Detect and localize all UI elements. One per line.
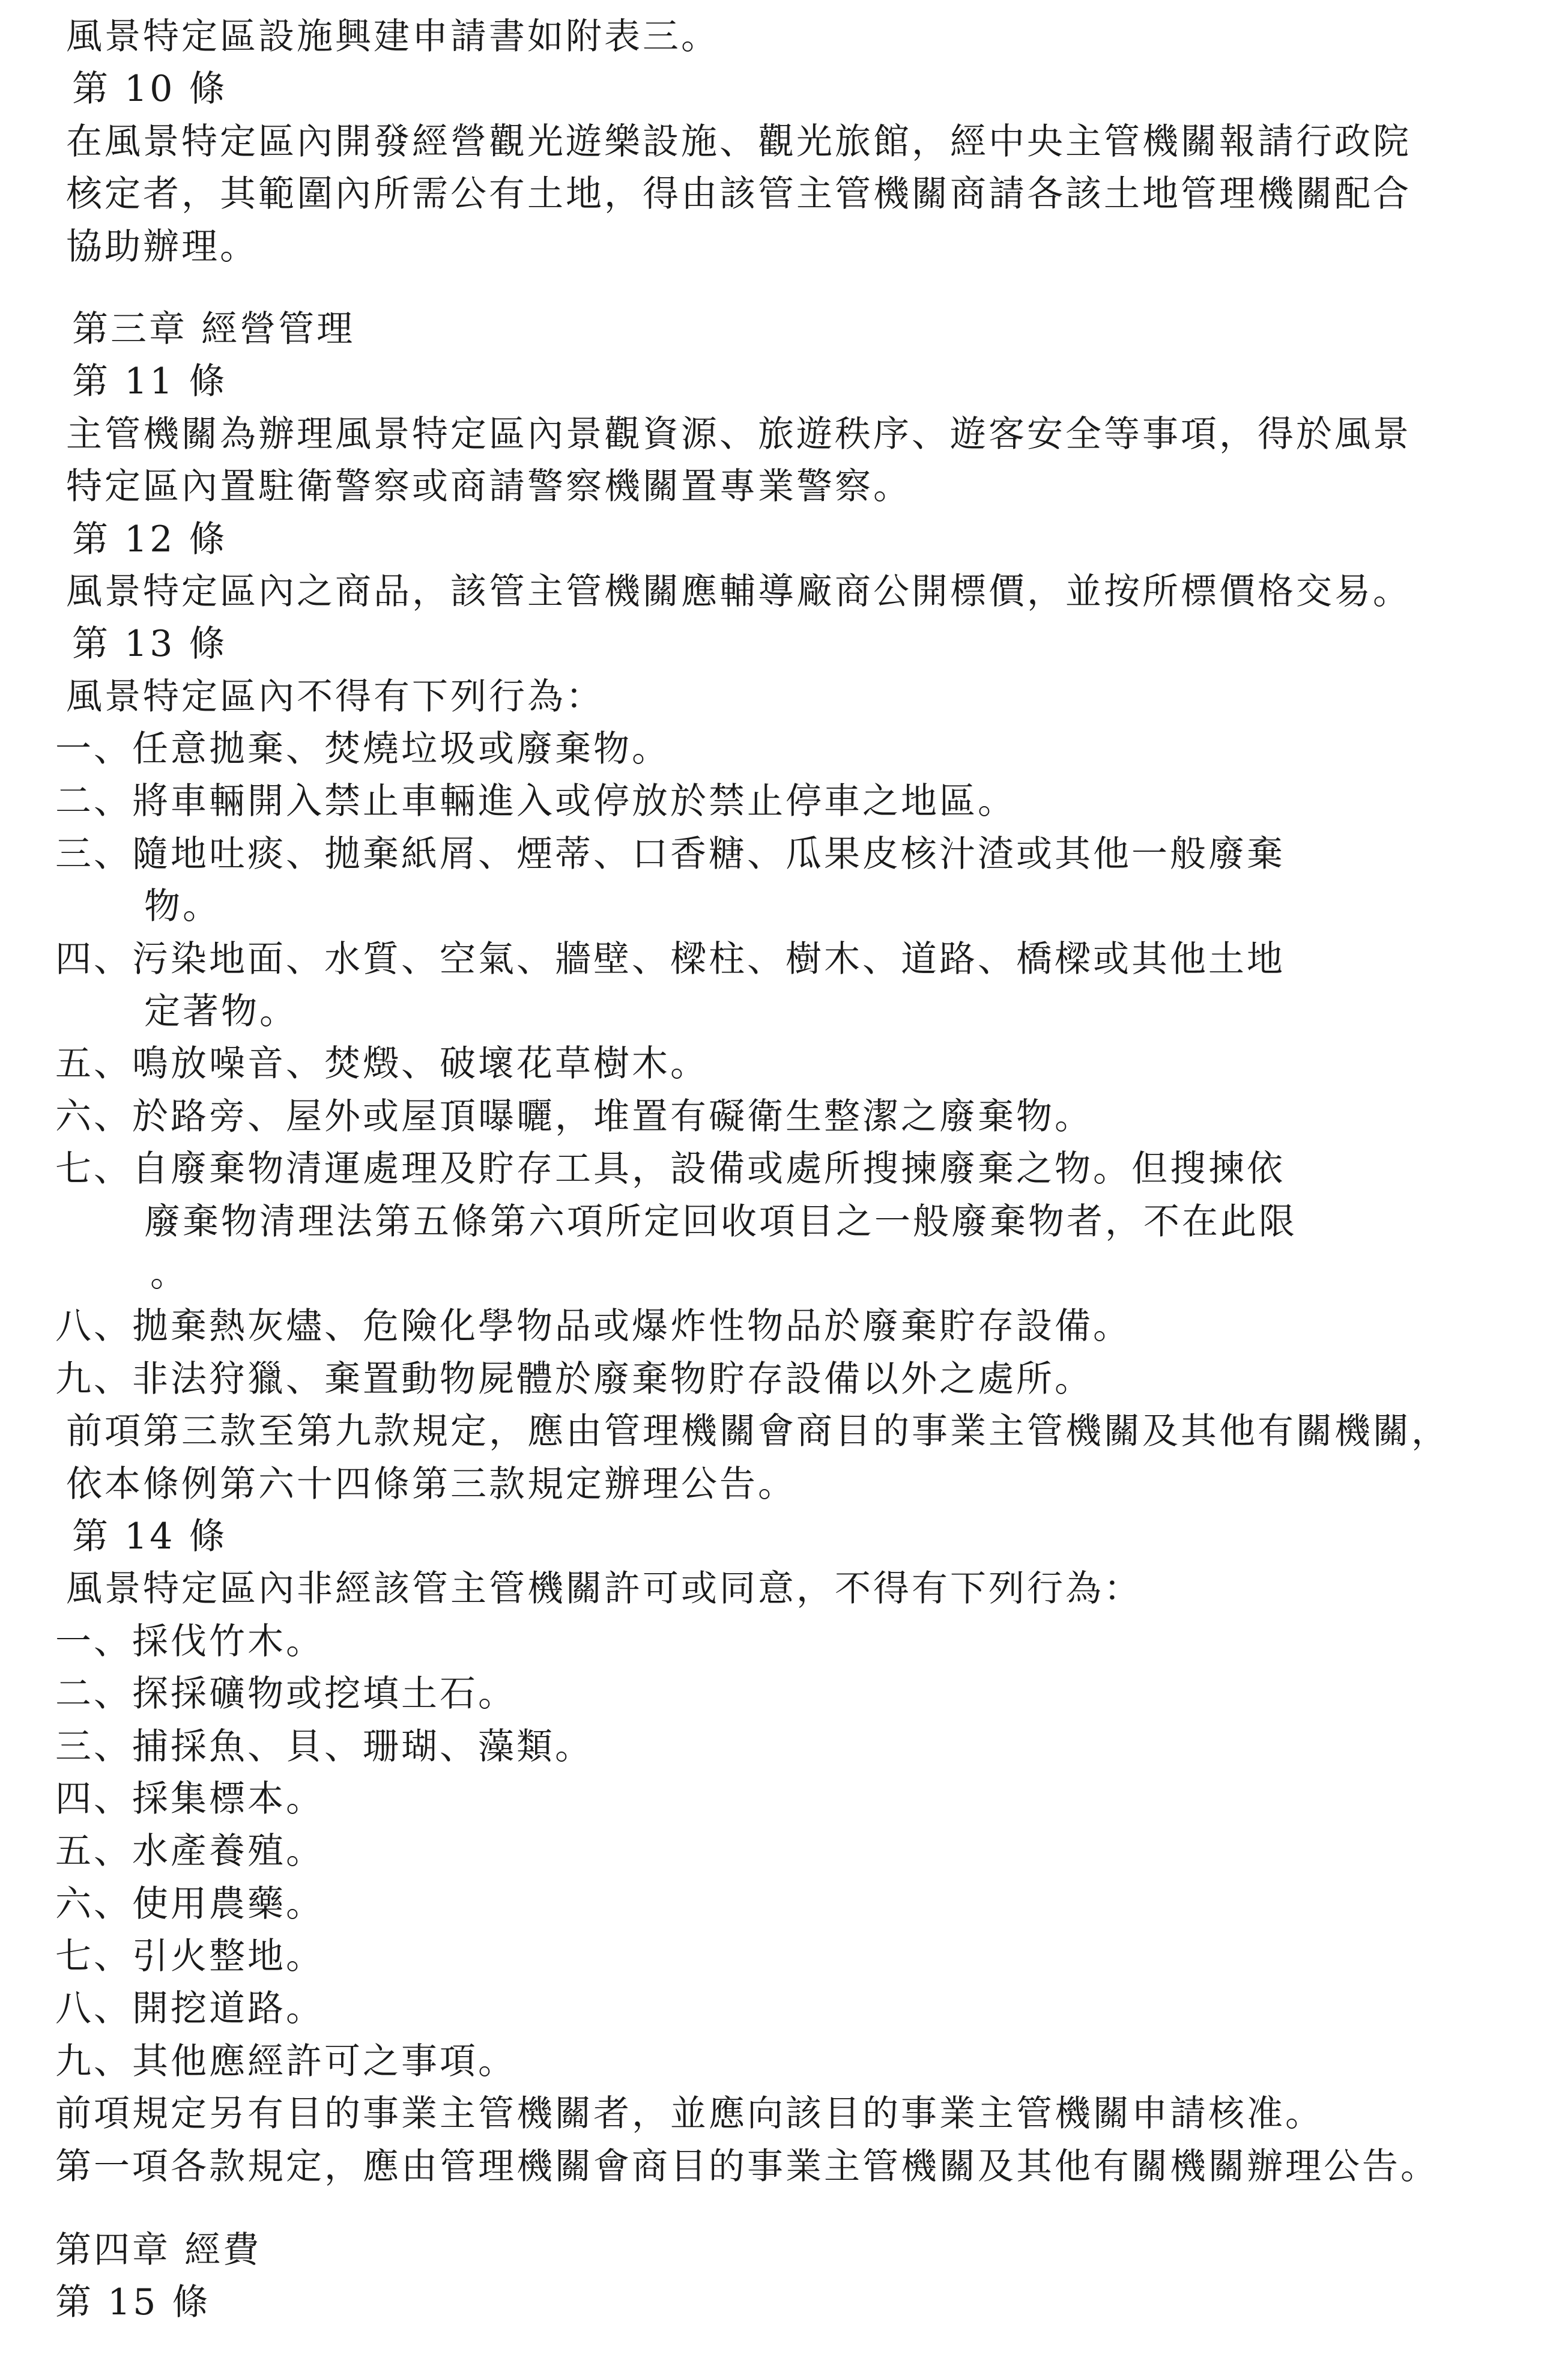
list-item-continuation: 物。 <box>144 885 221 928</box>
text-line: 協助辦理。 <box>66 225 258 268</box>
text-line: 風景特定區設施興建申請書如附表三。 <box>66 16 719 58</box>
article-heading: 第 11 條 <box>72 360 228 403</box>
text-line: 風景特定區內之商品，該管主管機關應輔導廠商公開標價，並按所標價格交易。 <box>66 570 1411 613</box>
chapter-heading: 第三章 經營管理 <box>72 308 356 350</box>
text-line: 依本條例第六十四條第三款規定辦理公告。 <box>66 1463 796 1505</box>
article-heading: 第 10 條 <box>72 68 228 111</box>
list-item-continuation: 定著物。 <box>144 990 298 1033</box>
text-line: 風景特定區內不得有下列行為： <box>66 675 604 718</box>
list-item: 三、隨地吐痰、拋棄紙屑、煙蒂、口香糖、瓜果皮核汁渣或其他一般廢棄 <box>55 833 1285 875</box>
article-heading: 第 13 條 <box>72 623 228 666</box>
list-item-continuation: 。 <box>150 1252 189 1295</box>
text-line: 前項規定另有目的事業主管機關者，並應向該目的事業主管機關申請核准。 <box>55 2093 1324 2135</box>
list-item: 二、將車輛開入禁止車輛進入或停放於禁止停車之地區。 <box>55 780 1016 823</box>
list-item: 六、於路旁、屋外或屋頂曝曬，堆置有礙衛生整潔之廢棄物。 <box>55 1095 1093 1138</box>
text-line: 主管機關為辦理風景特定區內景觀資源、旅遊秩序、遊客安全等事項，得於風景 <box>66 413 1411 455</box>
text-line: 特定區內置駐衛警察或商請警察機關置專業警察。 <box>66 466 912 508</box>
list-item: 四、污染地面、水質、空氣、牆壁、樑柱、樹木、道路、橋樑或其他土地 <box>55 938 1285 980</box>
list-item: 五、鳴放噪音、焚燬、破壞花草樹木。 <box>55 1043 709 1085</box>
list-item: 九、非法狩獵、棄置動物屍體於廢棄物貯存設備以外之處所。 <box>55 1357 1093 1400</box>
list-item: 七、自廢棄物清運處理及貯存工具，設備或處所搜揀廢棄之物。但搜揀依 <box>55 1148 1285 1191</box>
list-item: 七、引火整地。 <box>55 1935 324 1978</box>
text-line: 第一項各款規定，應由管理機關會商目的事業主管機關及其他有關機關辦理公告。 <box>55 2145 1439 2188</box>
chapter-heading: 第四章 經費 <box>55 2229 262 2272</box>
list-item: 一、任意拋棄、焚燒垃圾或廢棄物。 <box>55 728 670 771</box>
list-item: 六、使用農藥。 <box>55 1882 324 1925</box>
list-item: 二、探採礦物或挖填土石。 <box>55 1673 516 1715</box>
article-heading: 第 12 條 <box>72 518 228 560</box>
list-item: 三、捕採魚、貝、珊瑚、藻類。 <box>55 1725 593 1768</box>
text-line: 風景特定區內非經該管主管機關許可或同意，不得有下列行為： <box>66 1568 1142 1610</box>
list-item: 五、水產養殖。 <box>55 1830 324 1873</box>
text-line: 在風景特定區內開發經營觀光遊樂設施、觀光旅館，經中央主管機關報請行政院 <box>66 120 1411 163</box>
list-item: 四、採集標本。 <box>55 1777 324 1820</box>
list-item: 一、採伐竹木。 <box>55 1620 324 1663</box>
article-heading: 第 14 條 <box>72 1515 228 1558</box>
text-line: 前項第三款至第九款規定，應由管理機關會商目的事業主管機關及其他有關機關， <box>66 1410 1450 1453</box>
list-item: 九、其他應經許可之事項。 <box>55 2040 516 2082</box>
article-heading: 第 15 條 <box>55 2281 211 2324</box>
list-item-continuation: 廢棄物清理法第五條第六項所定回收項目之一般廢棄物者，不在此限 <box>144 1200 1297 1243</box>
text-line: 核定者，其範圍內所需公有土地，得由該管主管機關商請各該土地管理機關配合 <box>66 173 1411 216</box>
list-item: 八、拋棄熱灰燼、危險化學物品或爆炸性物品於廢棄貯存設備。 <box>55 1305 1131 1348</box>
list-item: 八、開挖道路。 <box>55 1988 324 2030</box>
